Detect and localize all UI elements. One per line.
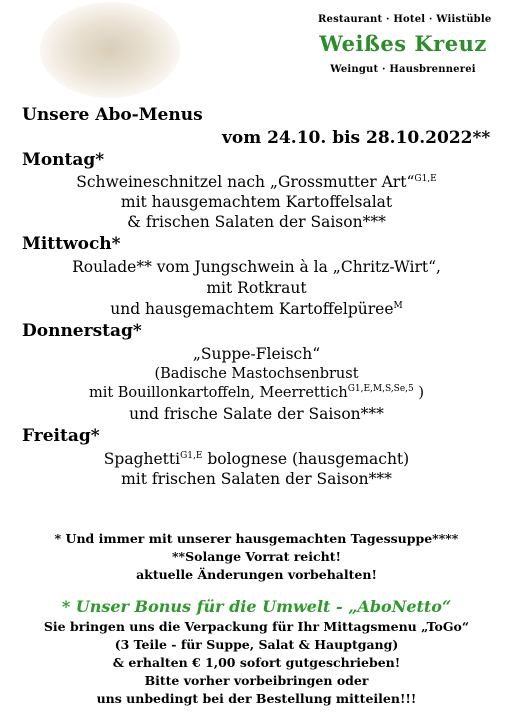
dish-line: & frischen Salaten der Saison***	[127, 213, 386, 231]
note-line: aktuelle Änderungen vorbehalten!	[136, 567, 377, 582]
dish-line: „Suppe-Fleisch“	[192, 345, 321, 363]
dish-line: mit Bouillonkartoffeln, Meerrettich$^{G1,E,M,S,Se,5}$ )	[88, 384, 425, 401]
logo-name: Weißes Kreuz	[319, 31, 487, 56]
dish-line: Schweineschnitzel nach „Grossmutter Art“$^{G1,E}$	[76, 173, 437, 191]
bonus-line: Bitte vorher vorbeibringen oder	[144, 673, 369, 688]
page-title: Unsere Abo-Menus	[22, 105, 203, 125]
date-range: vom 24.10. bis 28.10.2022**	[222, 128, 491, 148]
day-wednesday: Mittwoch*	[22, 234, 121, 254]
note-line: **Solange Vorrat reicht!	[172, 549, 341, 564]
day-friday: Freitag*	[22, 426, 100, 446]
bonus-line: uns unbedingt bei der Bestellung mitteilen!!!	[96, 691, 417, 706]
dish-line: mit frischen Salaten der Saison***	[121, 470, 392, 488]
bonus-title: * Unser Bonus für die Umwelt - „AboNetto“	[61, 597, 452, 616]
hotel-photo	[40, 2, 180, 98]
dish-line: (Badische Mastochsenbrust	[154, 366, 359, 382]
dish-line: mit Rotkraut	[206, 279, 307, 297]
note-line: * Und immer mit unserer hausgemachten Tagessuppe****	[54, 531, 459, 546]
day-thursday: Donnerstag*	[22, 321, 142, 341]
bonus-line: Sie bringen uns die Verpackung für Ihr Mittagsmenu „ToGo“	[43, 619, 470, 634]
dish-line: mit hausgemachtem Kartoffelsalat	[120, 193, 393, 211]
bonus-line: (3 Teile - für Suppe, Salat & Hauptgang)	[114, 637, 399, 652]
day-monday: Montag*	[22, 150, 105, 170]
dish-line: Spaghetti$^{G1,E}$ bolognese (hausgemacht)	[103, 450, 410, 468]
dish-line: und hausgemachtem Kartoffelpüree$^M$	[110, 300, 403, 318]
logo-top-text: Restaurant · Hotel · Wiistüble	[318, 14, 492, 25]
restaurant-logo	[318, 10, 492, 82]
logo-bottom-text: Weingut · Hausbrennerei	[330, 64, 476, 75]
dish-line: Roulade** vom Jungschwein à la „Chritz-Wirt“,	[72, 258, 441, 276]
bonus-line: & erhalten € 1,00 sofort gutgeschrieben!	[112, 655, 401, 670]
dish-line: und frische Salate der Saison***	[129, 405, 384, 423]
